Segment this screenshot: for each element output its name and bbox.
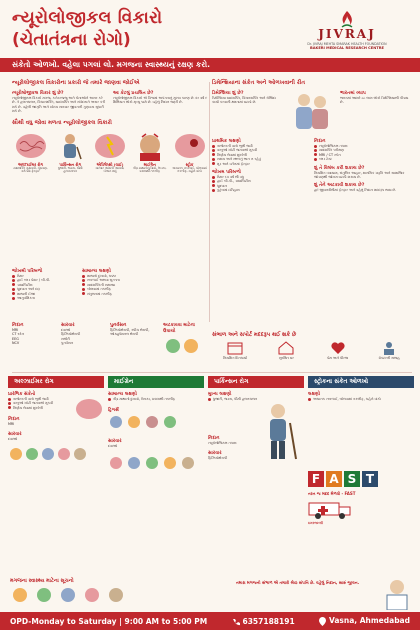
calendar-icon	[227, 341, 243, 355]
fast-row	[308, 471, 414, 487]
phone-icon	[232, 618, 240, 626]
header	[0, 0, 420, 76]
symptom-item: બોલવામાં તકલીફ	[82, 287, 208, 291]
location-pin-icon	[319, 617, 326, 626]
india-title: ભારતમાં વ્યાપ	[340, 91, 366, 96]
risk-title: જોખમ પરિબળો	[212, 170, 241, 176]
prevent-title: અટકાવવા માટેના ઉપાયો	[162, 323, 195, 334]
treatment-item: ફિઝિયોથેરાપી	[61, 332, 81, 337]
symptom-item: માથાનો દુખાવો, ચક્કર	[82, 274, 208, 278]
fast-letter-a: A	[326, 471, 342, 487]
early-item: સમય અને સ્થળનું ભાન ન રહેવું	[212, 157, 308, 161]
risk-item: કુટુંબમાં ઇતિહાસ	[212, 188, 308, 192]
diag-item: બ્લડ ટેસ્ટ	[314, 157, 410, 161]
early-item: નિર્ણય લેવામાં મુશ્કેલી	[212, 153, 308, 157]
mig-sub3: સારવાર	[108, 439, 122, 445]
park-point: ધ્રુજારી, જડતા, ધીમી હલનચલન	[208, 397, 304, 401]
diag-method: CT સ્કેન	[12, 332, 25, 337]
what-title: ન્યૂરોલોજીકલ વિકાર શું છે?	[12, 91, 64, 96]
disorder-item	[131, 131, 168, 175]
risk-factor-item: આનુવંશિકતા	[12, 296, 76, 300]
how-title: આ કેટલું પ્રચલિત છે?	[113, 91, 154, 96]
elder-walking-icon	[248, 401, 304, 461]
treatment-icons	[108, 453, 198, 473]
early-item: વસ્તુઓ ખોટી જગ્યાએ મૂકવી	[212, 148, 308, 152]
flame-logo-icon	[336, 10, 358, 28]
how-text: ન્યૂરોલોજીકલ વિકારો એ વિશ્વમાં અપંગતાનું મુખ્ય કારણ છે. દર વર્ષે ૯ મિલિયન લોકો મૃત્યુ પામે છે. વહેલું નિદાન જરૂરી છે.	[113, 96, 208, 105]
diag-title: નિદાન	[314, 139, 326, 144]
healthy-lifestyle-icon	[163, 334, 203, 358]
intro-heading: ન્યૂરોલોજીકલ વિકારોના પ્રકારો જે તમારે જાણવા જોઈએ	[12, 80, 140, 86]
treatment-item: સર્જરી	[61, 336, 70, 341]
fast-label: તરત જ મદદ મેળવો - FAST	[308, 491, 356, 497]
treatment-item: દવાઓ	[61, 328, 71, 332]
diag-item: યાદશક્તિ પરીક્ષણ	[314, 148, 410, 152]
diag-method: MRI	[12, 328, 19, 332]
logo-sub: Dr. JIVRAJ MEHTA SMARAK HEALTH FOUNDATION	[307, 42, 387, 46]
risk-item: હાઈ બી.પી., ડાયાબિટીસ	[212, 179, 308, 183]
phone-block[interactable]	[232, 617, 295, 626]
alz-diag: MRI	[8, 422, 15, 427]
heart-icon	[330, 341, 346, 355]
disorder-item	[92, 131, 129, 175]
india-text: ભારતમાં આશરે ૮૮ લાખ લોકો ડિમેન્શિયાથી પીડાય છે.	[340, 96, 409, 105]
tip-item: પ્રેમ અને ધીરજ	[315, 341, 361, 360]
when-title: શું તે વિલંબ કરી શકાય છે?	[314, 165, 365, 171]
risk-factor-item: ઉંમર	[12, 274, 76, 278]
symptoms-panel	[12, 268, 208, 322]
alz-point: નિર્ણય લેવામાં મુશ્કેલી	[8, 406, 104, 410]
tip-item: ડૉક્ટરની સલાહ	[366, 341, 412, 360]
diag-item: MRI / CT સ્કેન	[314, 153, 410, 157]
mig-point: તીવ્ર માથાનો દુખાવો, ઉબકા, પ્રકાશથી તકલીફ	[108, 397, 204, 401]
park-sub1: મુખ્ય લક્ષણો	[208, 392, 232, 397]
disorder-item	[12, 131, 49, 175]
doctor-portrait-icon	[382, 578, 412, 610]
tips-icons	[10, 586, 190, 604]
disorder-desc: વારંવાર આંચકી આવવી, બેભાન થવું	[95, 165, 125, 174]
when-text: નિયમિત વ્યાયામ, સંતુલિત આહાર, માનસિક પ્રવૃત્તિ અને સામાજિક જોડાણથી જોખમ ઘટાડી શકાય છે.	[314, 170, 405, 180]
common-disorders-list	[12, 131, 208, 175]
dementia-heading: ડિમેન્શિયાના સંકેત અને ઓળખવાની રીત	[212, 80, 306, 86]
footer-bar	[0, 612, 420, 630]
diagnosis-panel	[12, 322, 208, 366]
logo-sub2: BAKERI MEDICAL RESEARCH CENTRE	[310, 46, 384, 50]
stroke-section	[308, 376, 414, 576]
disorder-desc: તીવ્ર માથાનો દુખાવો, ઉબકા, પ્રકાશથી તકલીફ	[133, 165, 167, 174]
ambulance-icon	[308, 498, 352, 520]
diag-method: EEG	[12, 336, 19, 341]
fast-letter-s: S	[344, 471, 360, 487]
alzheimer-title: અલ્ઝાઈમર રોગ	[8, 376, 104, 388]
stroke-point: અચાનક નબળાઈ, બોલવામાં તકલીફ, ચહેરો વાંકો	[308, 397, 414, 401]
park-diag: ન્યૂરોલોજિકલ તપાસ	[208, 441, 237, 446]
phone-number: 6357188191	[242, 616, 295, 626]
alz-sub1: પ્રારંભિક સંકેતો	[8, 392, 36, 397]
care-tips-panel	[212, 332, 412, 368]
page-subtitle: (ચેતાતંત્રના રોગો)	[12, 30, 131, 50]
disorder-name: એપિલેપ્સી (વાઈ)	[96, 161, 124, 167]
brain-icon	[74, 397, 104, 421]
location-block	[319, 616, 410, 626]
brand-logo	[288, 10, 406, 58]
treatment-item: પુનર્વસન	[61, 341, 74, 346]
mig-treat: દવાઓ	[108, 444, 118, 449]
park-treat: ફિઝિયોથેરાપી	[208, 455, 228, 460]
emergency-label: ઇમરજન્સી	[308, 521, 323, 526]
disorder-desc: અચાનક નબળાઈ, બોલવામાં તકલીફ, ચહેરો વાંકો	[172, 165, 207, 174]
opd-hours: OPD-Monday to Saturday | 9:00 AM to 5:00 PM	[10, 616, 208, 626]
risk-factor-item: હાઈ બ્લડ પ્રેશર / બી.પી.	[12, 278, 76, 282]
alzheimer-section	[8, 376, 104, 576]
fast-letter-t: T	[362, 471, 378, 487]
mig-sub2: ટ્રિગર્સ	[108, 408, 119, 414]
park-sub3: સારવાર	[208, 450, 222, 456]
risk-factors-title: જોખમી પરિબળો	[12, 269, 43, 274]
parkinson-section	[208, 376, 304, 576]
early-title: પ્રાથમિક લક્ષણો	[212, 139, 241, 144]
dementia-panel	[212, 80, 412, 240]
risk-factor-item: ડાયાબિટીસ	[12, 283, 76, 287]
doctor-icon	[381, 341, 397, 355]
stroke-sub1: લક્ષણો	[308, 392, 320, 397]
disorder-desc: યાદશક્તિ ગુમાવવી, ગૂંચવણ, વર્તનમાં ફેરફાર	[13, 165, 48, 174]
care-title: શું તેને અટકાવી શકાય છે?	[314, 183, 365, 189]
disorder-desc: ધ્રુજારી, જડતા, ધીમી હલનચલન	[57, 165, 83, 174]
brain-tips-panel	[10, 578, 210, 610]
diag-method: NCV	[12, 341, 20, 346]
elder-couple-icon	[286, 90, 336, 134]
disorder-name: માઈગ્રેન	[143, 161, 156, 167]
trigger-icons	[108, 413, 198, 431]
park-sub2: નિદાન	[208, 436, 220, 442]
care-tips-heading: સંભાળ અને સપોર્ટ મદદરૂપ થઈ શકે છે	[212, 332, 297, 338]
early-item: મૂડ અને વર્તનમાં ફેરફાર	[212, 162, 308, 166]
elder-person-icon	[53, 131, 87, 161]
home-icon	[278, 341, 294, 355]
tagline-bar: સંકેતો ઓળખો. વહેલા પગલાં લો. મગજના સ્વાસ્થ્યનું રક્ષણ કરો.	[0, 58, 420, 72]
stroke-brain-icon	[173, 131, 207, 161]
page-title: ન્યૂરોલોજીકલ વિકારો	[12, 8, 163, 28]
common-heading: સૌથી વધુ જોવા મળતા ન્યૂરોલોજીકલ વિકારો	[12, 119, 112, 126]
brain-tips-heading: મગજના સ્વાસ્થ્ય માટેના સૂચનો	[10, 578, 74, 584]
headache-icon	[133, 131, 167, 161]
divider	[12, 372, 412, 373]
tip-item: સુરક્ષિત ઘર	[263, 341, 309, 360]
disorder-name: પાર્કિન્સન રોગ	[59, 161, 82, 167]
migraine-section	[108, 376, 204, 576]
disorder-name: અલ્ઝાઈમર રોગ	[17, 161, 44, 167]
risk-factor-item: માથાની ઈજા	[12, 292, 76, 296]
seizure-brain-icon	[93, 131, 127, 161]
risk-item: ધૂમ્રપાન	[212, 184, 308, 188]
logo-name: JIVRAJ	[318, 27, 376, 41]
common-symptoms-title: સામાન્ય લક્ષણો	[82, 269, 111, 274]
divider	[209, 82, 210, 322]
migraine-title: માઈગ્રેન	[108, 376, 204, 388]
risk-factor-item: ધૂમ્રપાન અને દારૂ	[12, 287, 76, 291]
stroke-title: સ્ટ્રોકના સંકેત ઓળખો	[308, 376, 414, 388]
intro-panel	[12, 80, 208, 240]
alz-sub3: સારવાર	[8, 431, 22, 437]
early-item: તાજેતરની વાતો ભૂલી જવી	[212, 144, 308, 148]
brain-icon	[14, 131, 48, 161]
fast-letter-f: F	[308, 471, 324, 487]
parkinson-title: પાર્કિન્સન રોગ	[208, 376, 304, 388]
what-text: ન્યૂરોલોજીકલ વિકારો મગજ, કરોડરજ્જુ અને ચેતાઓને અસર કરે છે. તે હલનચલન, વિચારશક્તિ, યાદશક્તિ અને સંવેદનાને અસર કરી શકે છે. વહેલી જાગૃતિ અને યોગ્ય સારવાર જીવનની ગુણવત્તા સુધારી શકે છે.	[12, 96, 106, 114]
dementia-title: ડિમેન્શિયા શું છે?	[212, 91, 244, 96]
risk-item: ઉંમર ૬૫ વર્ષ થી વધુ	[212, 175, 308, 179]
disorder-name: સ્ટ્રોક	[185, 161, 194, 167]
rehab-title: પુનર્વસન	[110, 323, 127, 328]
doctor-quote: તમારા મગજની સંભાળ એ તમારી શ્રેષ્ઠ સંપત્તિ છે. વહેલું નિદાન, સારું જીવન.	[236, 580, 360, 585]
disorder-item	[171, 131, 208, 175]
disorder-item	[52, 131, 89, 175]
symptom-item: યાદશક્તિની સમસ્યા	[82, 283, 208, 287]
symptom-item: નબળાઈ અથવા સુન્નતા	[82, 278, 208, 282]
alz-point: વસ્તુઓ ખોટી જગ્યાએ મૂકવી	[8, 401, 104, 405]
tip-item: નિયમિત દિનચર્યા	[212, 341, 258, 360]
symptom-item: સંતુલનમાં તકલીફ	[82, 292, 208, 296]
treatment-title: સારવાર	[61, 323, 75, 328]
diag-item: ન્યૂરોલોજિકલ તપાસ	[314, 144, 410, 148]
care-text: હા! જીવનશૈલીમાં ફેરફાર અને વહેલું નિદાન મદદરૂપ થાય છે.	[314, 188, 397, 193]
alz-point: તાજેતરની વાતો ભૂલી જવી	[8, 397, 104, 401]
alz-treat: દવાઓ	[8, 436, 18, 441]
location-text: Vasna, Ahmedabad	[328, 616, 410, 626]
lifestyle-icons	[8, 445, 98, 463]
dementia-text: ડિમેન્શિયા યાદશક્તિ, વિચારશક્તિ અને રોજિંદા કાર્યો કરવાની ક્ષમતામાં ઘટાડો છે.	[212, 96, 276, 105]
alz-sub2: નિદાન	[8, 417, 20, 423]
mig-sub1: સામાન્ય લક્ષણો	[108, 392, 137, 397]
doctor-quote-panel	[236, 578, 412, 610]
diagnosis-title: નિદાન	[12, 323, 24, 328]
rehab-text: ફિઝિયોથેરાપી, સ્પીચ થેરાપી, ઓક્યુપેશનલ થેરાપી	[110, 328, 150, 337]
